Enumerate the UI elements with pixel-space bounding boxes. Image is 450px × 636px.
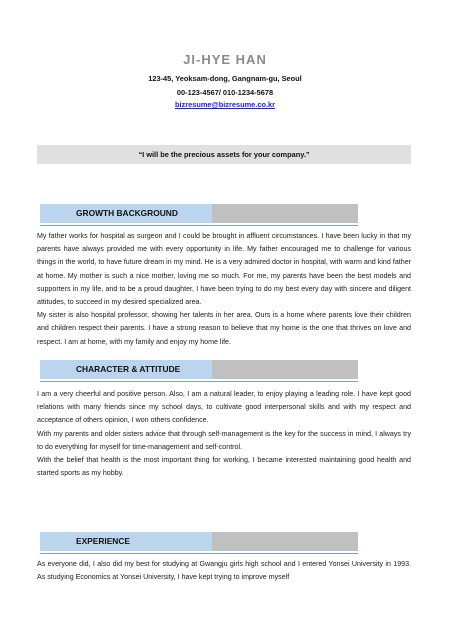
section-title-character: CHARACTER & ATTITUDE xyxy=(40,360,212,379)
section-header-bar xyxy=(212,532,358,551)
paragraph: My sister is also hospital professor, showing her talents in her area. Ours is a home where parents love their children and children respect their parents. I have a strong reason to believe that my home is the one that thrives on love and respect. I am at home, with my family and enjoy my home life. xyxy=(37,311,411,346)
paragraph: With my parents and older sisters advice that through self-management is the key for the success in mind, I always try to do everything for myself for time-management and self-control. xyxy=(37,429,411,451)
motto-banner: “I will be the precious assets for your company.” xyxy=(37,145,411,164)
section-header-bar xyxy=(212,204,358,223)
experience-text xyxy=(37,558,411,584)
section-underline xyxy=(40,381,358,382)
section-header-growth xyxy=(40,204,358,226)
section-underline xyxy=(40,553,358,554)
paragraph: As everyone did, I also did my best for studying at Gwangju girls high school and I entered Yonsei University in 1993. As studying Economics at Yonsei University, I have kept trying to improve myself xyxy=(37,560,411,582)
character-text xyxy=(37,388,411,480)
email-link[interactable]: bizresume@bizresume.co.kr xyxy=(174,100,276,109)
section-header-experience xyxy=(40,532,358,554)
section-header-bar xyxy=(212,360,358,379)
paragraph: I am a very cheerful and positive person. Also, I am a natural leader, to enjoy playing a leading role. I have kept good relations with many friends since my school days, to cultivate good interpersonal skills and with my respect and acceptance of others opinion, I won others confidence. xyxy=(37,390,411,425)
section-title-growth: GROWTH BACKGROUND xyxy=(40,204,212,223)
phone-numbers: 00-123-4567/ 010-1234-5678 xyxy=(176,88,274,97)
paragraph: My father works for hospital as surgeon and I could be brought in affluent circumstances. I have been lucky in that my parents have always provided me with every opportunity in life. My father encouraged me to challenge for various things in the world, to have future dream in my mind. He is a very admired doctor in hospital, with warm and kind father at home. My mother is such a nice mother, loving me so much. For me, my parents have been the best models and supporters in my life, and to be a proud daughter, I have been trying to do my best every day with sincere and diligent attitudes, to succeed in my desired specialized area. xyxy=(37,232,411,307)
paragraph: With the belief that health is the most important thing for working, I became interested maintaining good health and started sports as my hobby. xyxy=(37,456,411,478)
applicant-name: JI-HYE HAN xyxy=(183,52,267,67)
section-header-character xyxy=(40,360,358,382)
address: 123-45, Yeoksam-dong, Gangnam-gu, Seoul xyxy=(148,74,302,83)
growth-text xyxy=(37,230,411,349)
section-underline xyxy=(40,225,358,226)
section-title-experience: EXPERIENCE xyxy=(40,532,212,551)
